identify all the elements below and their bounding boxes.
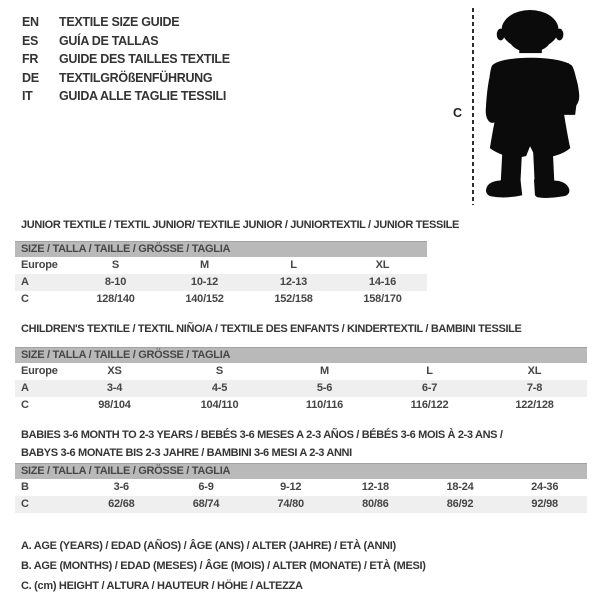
cell-value: 12-18	[361, 481, 389, 493]
section-babies-textile	[15, 426, 587, 513]
cell-value: M	[200, 259, 209, 271]
cell-value: 68/74	[192, 498, 220, 510]
size-header-bar: SIZE / TALLA / TAILLE / GRÖSSE / TAGLIA	[15, 463, 587, 479]
cell-value: 4-5	[211, 382, 228, 394]
cell-value: 62/68	[108, 498, 135, 510]
row-label: Europe	[21, 365, 58, 377]
cell-value: L	[426, 365, 433, 377]
cell-value: S	[111, 259, 120, 271]
cell-value: 12-13	[279, 276, 308, 288]
cell-value: 18-24	[446, 481, 474, 493]
row-label: C	[21, 399, 29, 411]
cell-value: XS	[107, 365, 122, 377]
cell-value: 9-12	[280, 481, 302, 493]
cell-value: 6-9	[198, 481, 214, 493]
language-label: GUIDE DES TAILLES TEXTILE	[59, 52, 230, 67]
cell-value: 110/116	[305, 399, 344, 411]
language-code: EN	[22, 15, 39, 30]
language-label: TEXTILGRÖßENFÜHRUNG	[59, 70, 213, 85]
language-row	[22, 87, 230, 106]
cell-value: 5-6	[316, 382, 333, 394]
cell-value: 7-8	[526, 382, 543, 394]
cell-value: 92/98	[531, 498, 558, 510]
cell-value: 158/170	[363, 293, 402, 305]
language-row	[22, 32, 230, 51]
cell-value: 10-12	[190, 276, 219, 288]
cell-value: 122/128	[515, 399, 554, 411]
cell-value: 140/152	[185, 293, 224, 305]
section-heading: BABIES 3-6 MONTH TO 2-3 YEARS / BEBÉS 3-6 MESES A 2-3 AÑOS / BÉBÉS 3-6 MOIS À 2-3 ANS /	[21, 429, 503, 441]
language-label: GUIDA ALLE TAGLIE TESSILI	[59, 89, 227, 104]
table-row	[15, 274, 427, 291]
language-row	[22, 50, 230, 69]
language-code: ES	[22, 33, 39, 48]
cell-value: XL	[375, 259, 390, 271]
cell-value: S	[215, 365, 224, 377]
row-label: Europe	[21, 259, 58, 271]
cell-value: 8-10	[104, 276, 127, 288]
cell-value: 3-4	[106, 382, 123, 394]
note-line: B. AGE (MONTHS) / EDAD (MESES) / ÂGE (MOIS) / ALTER (MONATE) / ETÀ (MESI)	[21, 560, 426, 572]
cell-value: 24-36	[531, 481, 559, 493]
note-line: A. AGE (YEARS) / EDAD (AÑOS) / ÂGE (ANS) / ALTER (JAHRE) / ETÀ (ANNI)	[21, 540, 396, 552]
language-code: FR	[22, 52, 39, 67]
cell-value: 86/92	[446, 498, 474, 510]
table-row	[15, 397, 587, 414]
cell-value: 6-7	[421, 382, 438, 394]
cell-value: 14-16	[368, 276, 397, 288]
section-heading: CHILDREN'S TEXTILE / TEXTIL NIÑO/A / TEXTILE DES ENFANTS / KINDERTEXTIL / BAMBINI TESSILE	[21, 323, 522, 335]
table-row	[15, 380, 587, 397]
row-label: A	[21, 382, 29, 394]
cell-value: 152/158	[274, 293, 313, 305]
language-row	[22, 13, 230, 32]
baby-silhouette-icon	[484, 8, 582, 206]
cell-value: L	[290, 259, 297, 271]
cell-value: 98/104	[98, 399, 131, 411]
language-list	[22, 13, 230, 106]
row-label: B	[21, 481, 29, 493]
cell-value: 3-6	[113, 481, 129, 493]
cell-value: 116/122	[410, 399, 449, 411]
table-row	[15, 363, 587, 380]
size-header-bar: SIZE / TALLA / TAILLE / GRÖSSE / TAGLIA	[15, 347, 587, 363]
language-label: GUÍA DE TALLAS	[59, 33, 159, 48]
cell-value: 128/140	[96, 293, 135, 305]
table-row	[15, 257, 427, 274]
cell-value: 74/80	[277, 498, 304, 510]
row-label: A	[21, 276, 29, 288]
row-label: C	[21, 498, 29, 510]
size-header-bar: SIZE / TALLA / TAILLE / GRÖSSE / TAGLIA	[15, 241, 427, 257]
note-line: C. (cm) HEIGHT / ALTURA / HAUTEUR / HÖHE / ALTEZZA	[21, 580, 303, 592]
language-code: IT	[22, 89, 33, 104]
language-code: DE	[22, 70, 39, 85]
table-row	[15, 479, 587, 496]
section-childrens-textile	[15, 320, 587, 414]
cell-value: M	[320, 365, 329, 377]
cell-value: 80/86	[362, 498, 389, 510]
legend-notes	[21, 536, 426, 596]
height-measure-dashed-line	[472, 8, 474, 205]
section-heading: BABYS 3-6 MONATE BIS 2-3 JAHRE / BAMBINI 3-6 MESI A 2-3 ANNI	[21, 447, 352, 459]
size-table	[15, 463, 587, 513]
language-label: TEXTILE SIZE GUIDE	[59, 15, 180, 30]
table-row	[15, 291, 427, 308]
cell-value: 104/110	[200, 399, 239, 411]
row-label: C	[21, 293, 29, 305]
size-table	[15, 347, 587, 414]
section-junior-textile	[15, 216, 460, 308]
section-heading: JUNIOR TEXTILE / TEXTIL JUNIOR/ TEXTILE JUNIOR / JUNIORTEXTIL / JUNIOR TESSILE	[21, 219, 460, 231]
cell-value: XL	[527, 365, 542, 377]
size-table	[15, 241, 427, 308]
language-row	[22, 69, 230, 88]
table-row	[15, 496, 587, 513]
figure-measure-label: C	[453, 106, 463, 120]
